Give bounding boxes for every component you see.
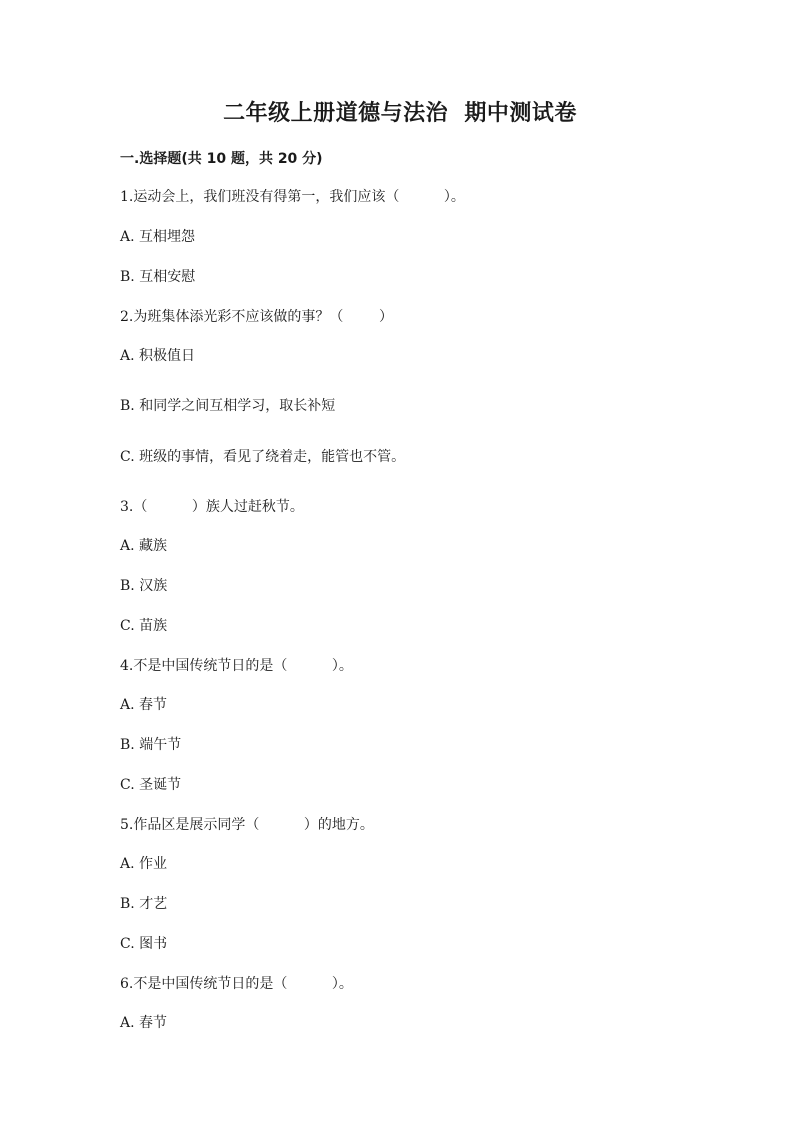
question-3-option-a: A. 藏族 bbox=[120, 538, 168, 554]
question-5-stem: 5.作品区是展示同学（ ）的地方。 bbox=[120, 817, 374, 833]
question-2-stem: 2.为班集体添光彩不应该做的事？（ ） bbox=[120, 309, 393, 325]
question-2-option-b: B. 和同学之间互相学习，取长补短 bbox=[120, 398, 336, 414]
question-2-option-c: C. 班级的事情，看见了绕着走，能管也不管。 bbox=[120, 449, 406, 465]
section-heading: 一.选择题(共 10 题，共 20 分) bbox=[120, 151, 323, 167]
question-4-option-b: B. 端午节 bbox=[120, 737, 182, 753]
question-6-option-a: A. 春节 bbox=[120, 1015, 168, 1031]
question-1-stem: 1.运动会上，我们班没有得第一，我们应该（ ）。 bbox=[120, 189, 465, 205]
question-1-option-a: A. 互相埋怨 bbox=[120, 229, 196, 245]
question-3-option-b: B. 汉族 bbox=[120, 578, 168, 594]
question-3-stem: 3.（ ）族人过赶秋节。 bbox=[120, 499, 304, 515]
question-3-option-c: C. 苗族 bbox=[120, 618, 168, 634]
question-4-stem: 4.不是中国传统节日的是（ ）。 bbox=[120, 658, 353, 674]
question-4-option-a: A. 春节 bbox=[120, 697, 168, 713]
question-5-option-c: C. 图书 bbox=[120, 936, 168, 952]
question-4-option-c: C. 圣诞节 bbox=[120, 777, 182, 793]
question-2-option-a: A. 积极值日 bbox=[120, 348, 196, 364]
question-1-option-b: B. 互相安慰 bbox=[120, 269, 196, 285]
question-6-stem: 6.不是中国传统节日的是（ ）。 bbox=[120, 976, 353, 992]
question-5-option-a: A. 作业 bbox=[120, 856, 168, 872]
question-5-option-b: B. 才艺 bbox=[120, 896, 168, 912]
exam-title: 二年级上册道德与法治 期中测试卷 bbox=[223, 101, 577, 126]
